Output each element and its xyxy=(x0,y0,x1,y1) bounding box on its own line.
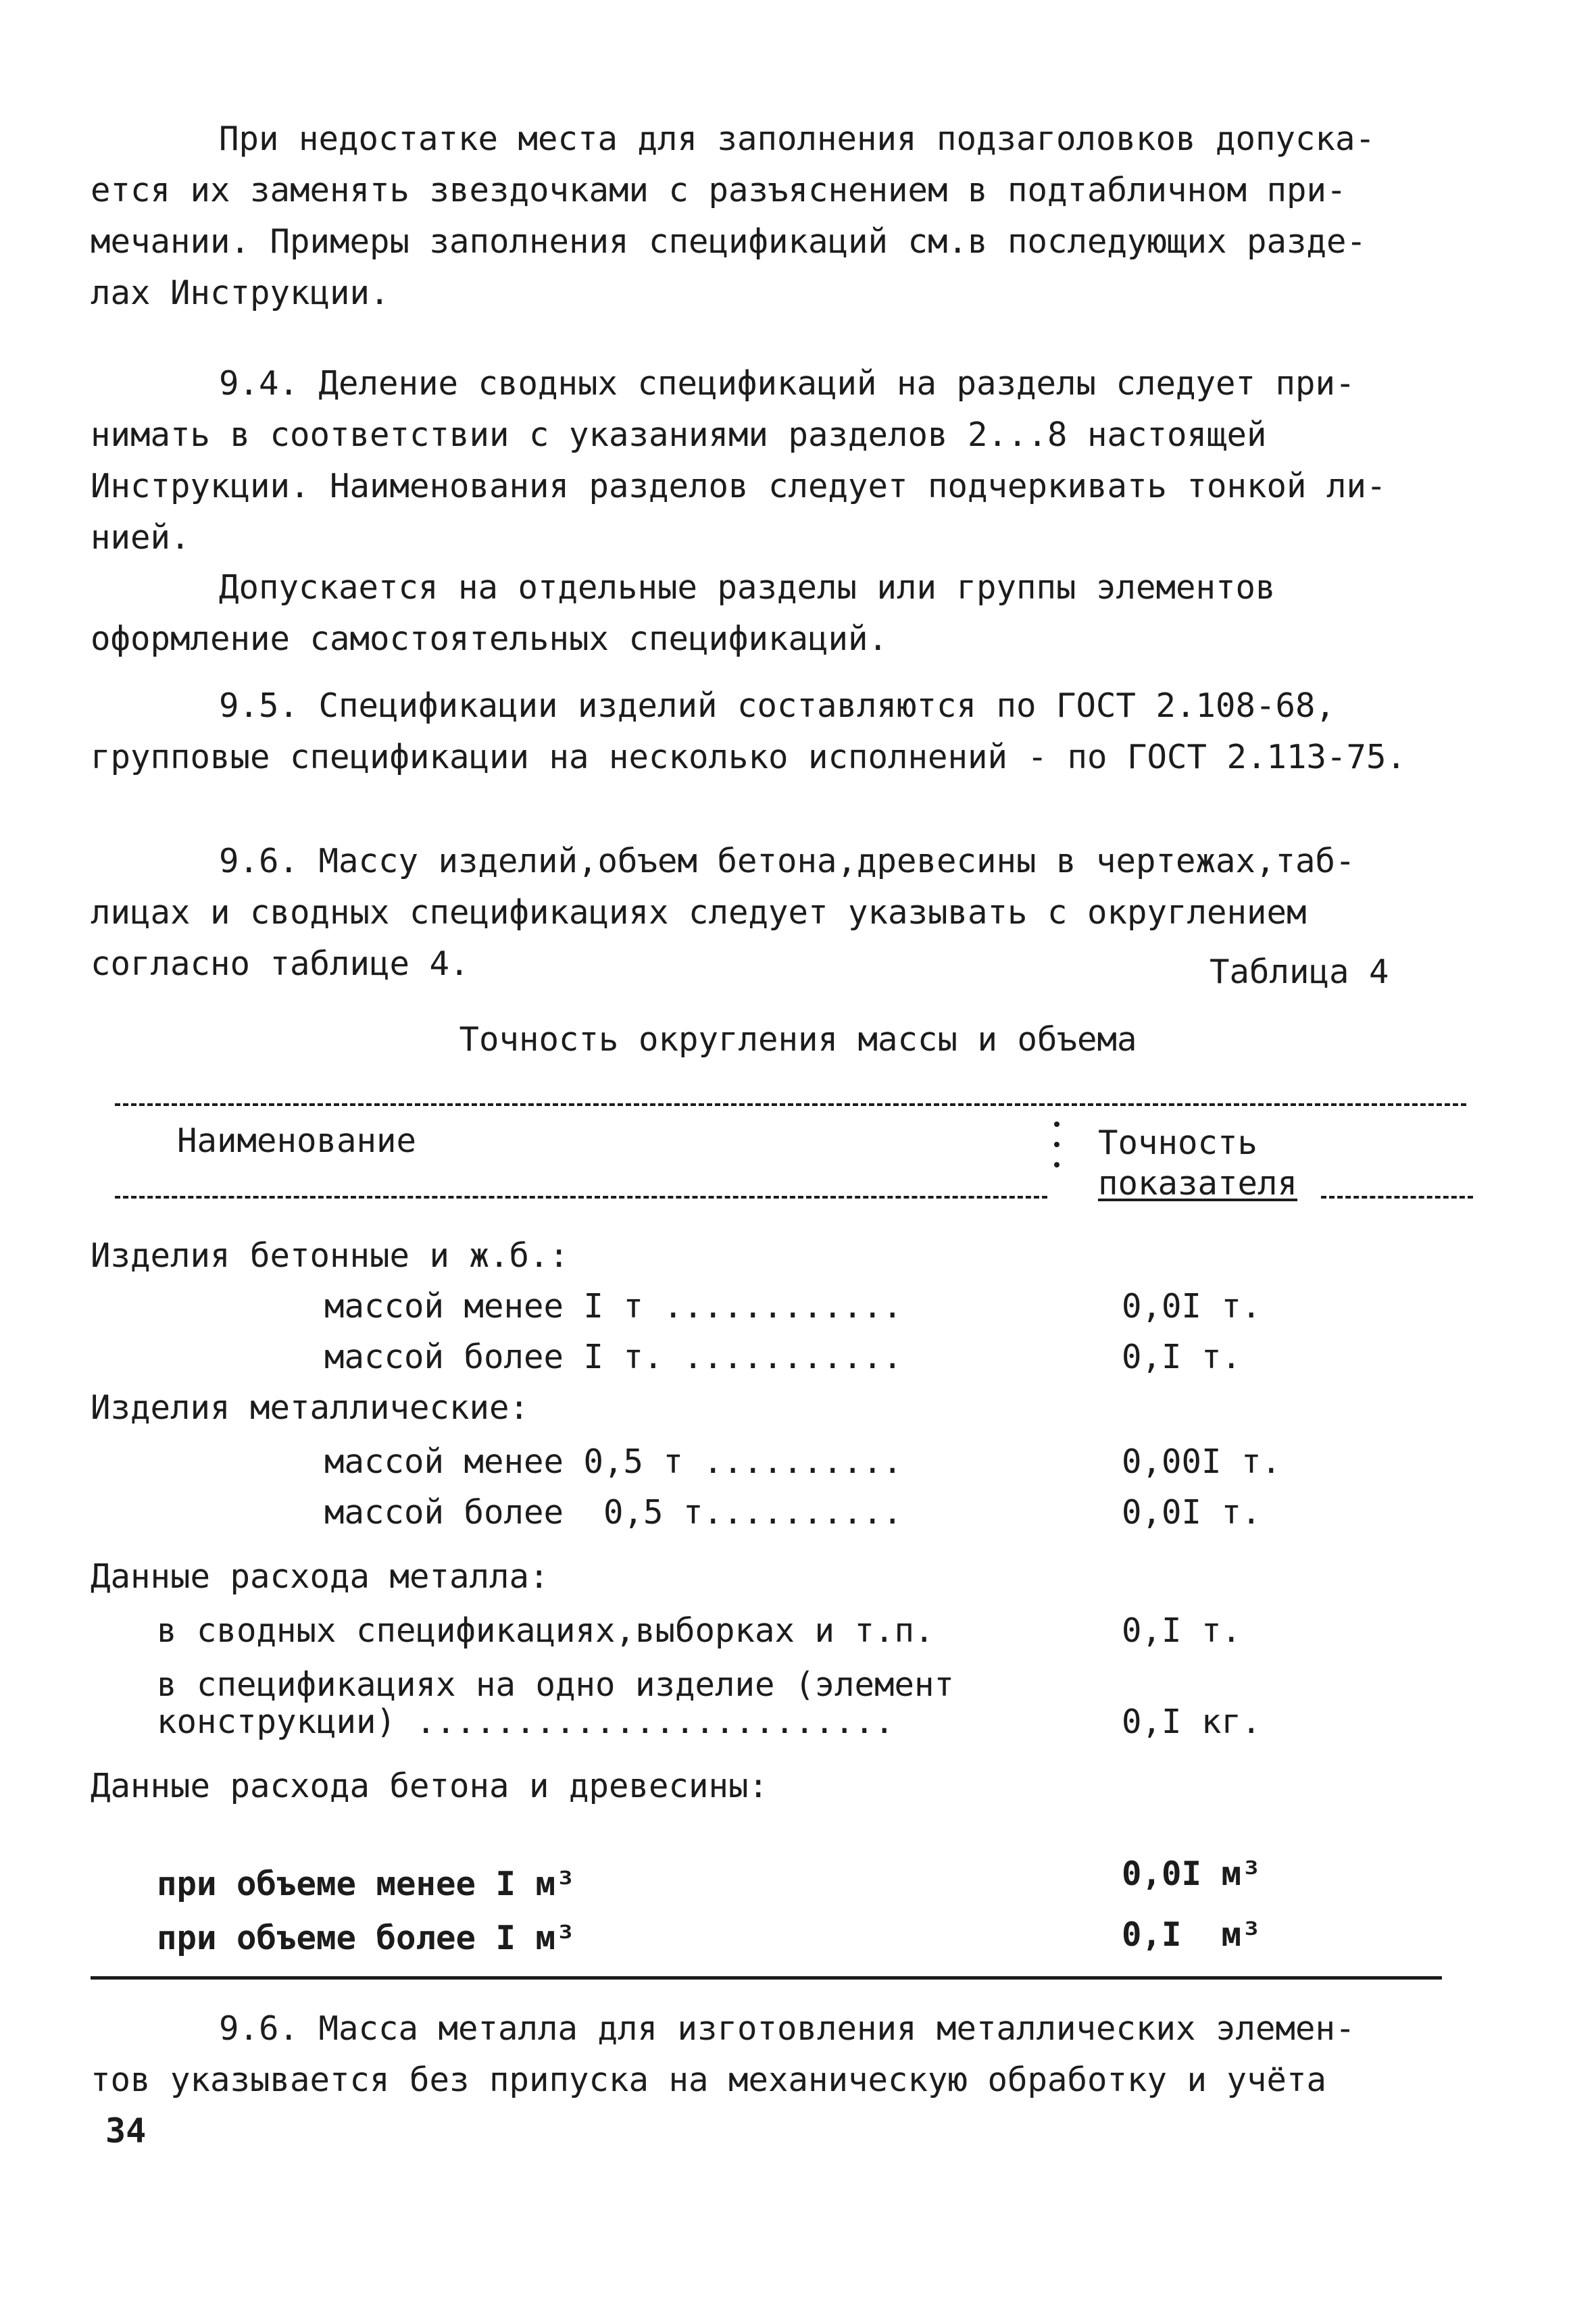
table-row-name: конструкции) ........................ xyxy=(157,1703,895,1741)
text-line: ется их заменять звездочками с разъяснением в подтабличном при- xyxy=(91,171,1347,209)
table-bottom-rule xyxy=(91,1976,1442,1980)
table-row-name: массой менее 0,5 т .......... xyxy=(324,1442,903,1481)
table-row-name: массой более I т. ........... xyxy=(324,1338,903,1376)
table-row-name: в спецификациях на одно изделие (элемент xyxy=(157,1665,955,1704)
text-line: тов указывается без припуска на механическую обработку и учёта xyxy=(91,2061,1327,2099)
table-header-rule xyxy=(1321,1196,1473,1199)
table-caption: Таблица 4 xyxy=(1210,953,1389,991)
paragraph-allowed xyxy=(91,562,1503,665)
table-top-rule xyxy=(115,1103,1466,1106)
table-row-group: Данные расхода бетона и древесины: xyxy=(91,1767,769,1805)
table-row-value: 0,I кг. xyxy=(1122,1703,1262,1741)
text-line: групповые спецификации на несколько исполнений - по ГОСТ 2.113-75. xyxy=(91,738,1407,776)
text-line: При недостатке места для заполнения подзаголовков допуска- xyxy=(219,120,1376,158)
table-row-group: Изделия металлические: xyxy=(91,1388,530,1427)
text-line: нией. xyxy=(91,518,191,557)
table-row-name: при объеме более I м³ xyxy=(157,1919,576,1957)
text-line: лах Инструкции. xyxy=(91,274,390,312)
table-row-value: 0,I т. xyxy=(1122,1338,1242,1376)
table-row-value: 0,00I т. xyxy=(1122,1442,1282,1481)
table-row-name: массой более 0,5 т.......... xyxy=(324,1493,903,1532)
text-line: Инструкции. Наименования разделов следует подчеркивать тонкой ли- xyxy=(91,467,1387,505)
column-header-precision xyxy=(1098,1123,1297,1204)
column-separator xyxy=(1054,1122,1059,1182)
text-line: лицах и сводных спецификациях следует указывать с округлением xyxy=(91,893,1307,932)
table-row-name: в сводных спецификациях,выборках и т.п. xyxy=(157,1611,934,1650)
text-line: 9.5. Спецификации изделий составляются по ГОСТ 2.108-68, xyxy=(219,686,1336,725)
table-title: Точность округления массы и объема xyxy=(459,1020,1137,1059)
text-line: 9.6. Массу изделий,объем бетона,древесины в чертежах,таб- xyxy=(219,842,1355,880)
table-row-group: Изделия бетонные и ж.б.: xyxy=(91,1236,570,1275)
column-header-line: показателя xyxy=(1098,1164,1298,1203)
paragraph-subheadings xyxy=(91,114,1503,319)
text-line: нимать в соответствии с указаниями разделов 2...8 настоящей xyxy=(91,416,1267,454)
table-row-value: 0,0I т. xyxy=(1122,1287,1262,1326)
table-row-group: Данные расхода металла: xyxy=(91,1557,549,1596)
paragraph-9-5 xyxy=(91,680,1503,783)
table-row-value: 0,0I т. xyxy=(1122,1493,1262,1532)
text-line: 9.6. Масса металла для изготовления металлических элемен- xyxy=(219,2009,1355,2048)
text-line: Допускается на отдельные разделы или группы элементов xyxy=(219,568,1276,607)
column-header-name: Наименование xyxy=(177,1122,417,1160)
table-row-value: 0,0I м³ xyxy=(1122,1855,1262,1893)
text-line: оформление самостоятельных спецификаций. xyxy=(91,620,889,658)
table-header-rule xyxy=(115,1196,1047,1199)
paragraph-9-4 xyxy=(91,358,1503,563)
table-row-value: 0,I м³ xyxy=(1122,1915,1262,1954)
table-row-name: при объеме менее I м³ xyxy=(157,1865,576,1903)
page-number: 34 xyxy=(105,2111,147,2150)
table-row-name: массой менее I т ............ xyxy=(324,1287,903,1326)
table-row-value: 0,I т. xyxy=(1122,1611,1242,1650)
text-line: 9.4. Деление сводных спецификаций на разделы следует при- xyxy=(219,364,1355,403)
column-header-line: Точность xyxy=(1098,1124,1258,1162)
paragraph-9-6-metal xyxy=(91,2003,1503,2106)
text-line: мечании. Примеры заполнения спецификаций см.в последующих разде- xyxy=(91,222,1367,261)
text-line: согласно таблице 4. xyxy=(91,945,470,983)
